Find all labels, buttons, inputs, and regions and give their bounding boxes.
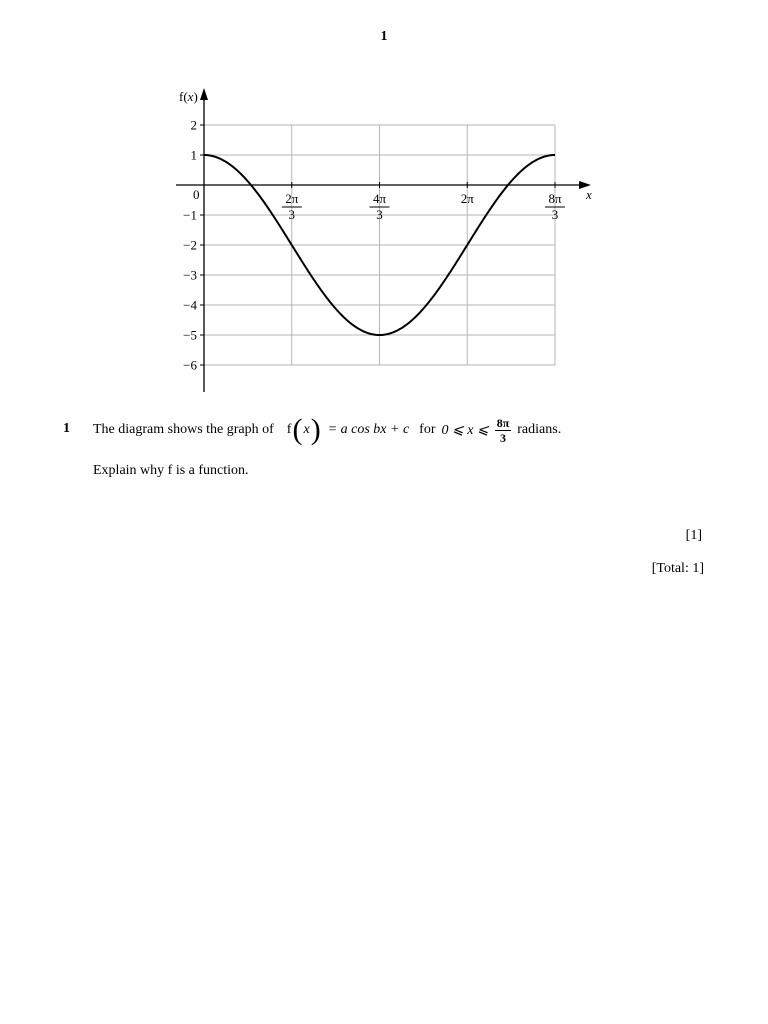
function-name: f — [286, 422, 292, 437]
open-paren: ( — [292, 413, 303, 446]
y-tick-label: −3 — [183, 267, 197, 283]
y-tick-labels — [183, 118, 197, 373]
x-tick-label-numerator: 4π — [372, 191, 387, 206]
y-tick-label: −2 — [183, 237, 197, 253]
x-tick-labels — [282, 191, 565, 222]
page-number: 1 — [380, 29, 388, 44]
fraction-numerator: 8π — [496, 415, 510, 430]
function-equation: = a cos bx + c — [327, 422, 410, 437]
domain-for: for — [419, 422, 436, 437]
x-tick-label-numerator: 2π — [285, 191, 299, 206]
y-tick-label: 1 — [190, 147, 197, 163]
question-units: radians. — [517, 422, 562, 437]
domain-fraction — [495, 416, 512, 445]
marks-label: [1] — [685, 528, 702, 543]
fraction-denominator: 3 — [499, 430, 506, 445]
origin-label: 0 — [193, 187, 200, 202]
y-tick-label: −1 — [183, 207, 197, 223]
y-tick-label: −4 — [183, 297, 197, 313]
question-intro: The diagram shows the graph of — [93, 422, 274, 437]
question-number: 1 — [63, 421, 70, 436]
total-marks-label: [Total: 1] — [651, 561, 704, 576]
graph-axes — [176, 88, 591, 392]
x-tick-label-denominator: 3 — [376, 207, 383, 222]
y-axis-arrow — [200, 88, 208, 100]
y-tick-label: 2 — [190, 117, 197, 133]
x-axis-label: x — [586, 187, 592, 202]
x-tick-label-denominator: 3 — [288, 207, 295, 222]
y-tick-label: −5 — [183, 327, 197, 343]
x-tick-label-denominator: 3 — [551, 207, 559, 222]
y-tick-label: −6 — [183, 357, 197, 373]
x-tick-label-numerator: 8π — [548, 191, 562, 206]
function-graph — [0, 0, 768, 400]
function-variable: x — [303, 422, 310, 437]
graph-grid — [200, 125, 555, 365]
domain-expression: 0 ⩽ x ⩽ — [441, 422, 489, 438]
x-tick-label-numerator: 2π — [460, 191, 474, 206]
question-text — [93, 410, 561, 450]
close-paren: ) — [310, 413, 321, 446]
y-axis-label: f(x) — [179, 89, 198, 104]
question-sub-part: Explain why f is a function. — [93, 463, 249, 478]
